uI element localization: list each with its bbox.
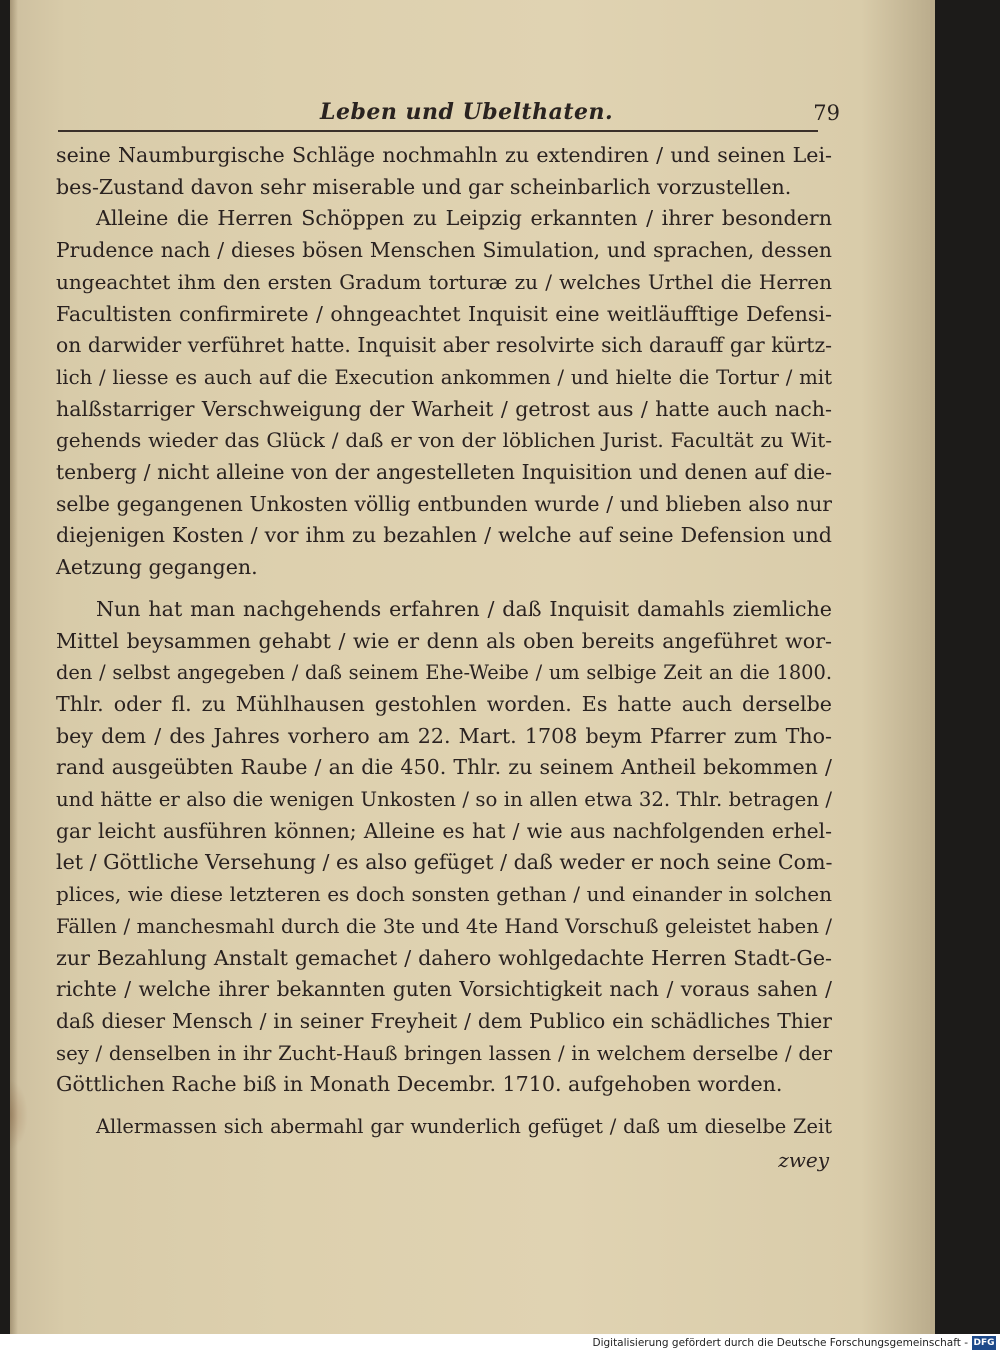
text-line: Alleine die Herren Schöppen zu Leipzig erkannten / ihrer besondern [96, 206, 832, 231]
funding-credit: Digitalisierung gefördert durch die Deutsche Forschungsgemeinschaft - [592, 1337, 968, 1349]
text-line: halßstarriger Verschweigung der Warheit / getrost aus / hatte auch nach- [56, 396, 832, 421]
text-line: plices, wie diese letzteren es doch sonsten gethan / und einander in solchen [56, 882, 832, 907]
text-line: Prudence nach / dieses bösen Menschen Simulation, und sprachen, dessen [56, 238, 832, 263]
text-line: sey / denselben in ihr Zucht-Hauß bringen lassen / in welchem derselbe / der [56, 1041, 832, 1065]
text-line: Mittel beysammen gehabt / wie er denn als oben bereits angeführet wor- [56, 628, 832, 653]
body-text [56, 140, 832, 1143]
text-line: on darwider verführet hatte. Inquisit aber resolvirte sich darauff gar kürtz- [56, 333, 832, 358]
text-line: daß dieser Mensch / in seiner Freyheit / dem Publico ein schädliches Thier [56, 1008, 832, 1033]
header-rule [58, 130, 818, 132]
paper-stain [10, 1080, 28, 1150]
text-line: gar leicht ausführen können; Alleine es hat / wie aus nachfolgenden erhel- [56, 818, 832, 843]
text-line: Nun hat man nachgehends erfahren / daß Inquisit damahls ziemliche [96, 596, 832, 621]
paragraph-2 [56, 203, 832, 583]
digitization-footer [0, 1334, 1000, 1354]
text-line: zur Bezahlung Anstalt gemachet / dahero wohlgedachte Herren Stadt-Ge- [56, 945, 832, 970]
paragraph-4 [56, 1111, 832, 1143]
running-head [50, 95, 840, 135]
text-line: Facultisten confirmirete / ohngeachtet Inquisit eine weitläufftige Defensi- [56, 301, 832, 326]
text-line: gehends wieder das Glück / daß er von der löblichen Jurist. Facultät zu Wit- [56, 428, 832, 453]
text-line: ungeachtet ihm den ersten Gradum torturæ zu / welches Urthel die Herren [56, 269, 832, 294]
text-line: tenberg / nicht alleine von der angestelleten Inquisition und denen auf die- [56, 460, 832, 485]
text-line: Aetzung gegangen. [56, 555, 258, 580]
text-line: richte / welche ihrer bekannten guten Vorsichtigkeit nach / voraus sahen / [56, 977, 832, 1002]
text-line: rand ausgeübten Raube / an die 450. Thlr. zu seinem Antheil bekommen / [56, 755, 832, 780]
book-page [10, 0, 935, 1334]
running-title: Leben und Ubelthaten. [320, 99, 614, 125]
text-line: Göttlichen Rache biß in Monath Decembr. 1710. aufgehoben worden. [56, 1072, 783, 1097]
text-line: Fällen / manchesmahl durch die 3te und 4te Hand Vorschuß geleistet haben / [56, 914, 832, 938]
text-line: den / selbst angegeben / daß seinem Ehe-Weibe / um selbige Zeit an die 1800. [56, 661, 832, 685]
text-line: und hätte er also die wenigen Unkosten / so in allen etwa 32. Thlr. betragen / [56, 788, 832, 812]
dfg-logo: DFG [973, 1338, 995, 1348]
text-line: bes-Zustand davon sehr miserable und gar scheinbarlich vorzustellen. [56, 174, 792, 199]
paragraph-3 [56, 594, 832, 1101]
page-number: 79 [813, 101, 840, 125]
text-line: bey dem / des Jahres vorhero am 22. Mart. 1708 beym Pfarrer zum Tho- [56, 723, 832, 748]
text-line: let / Göttliche Versehung / es also gefüget / daß weder er noch seine Com- [56, 850, 833, 875]
text-line: seine Naumburgische Schläge nochmahln zu extendiren / und seinen Lei- [56, 143, 832, 167]
catchword: zwey [778, 1148, 829, 1172]
text-line: diejenigen Kosten / vor ihm zu bezahlen / welche auf seine Defension und [56, 523, 832, 548]
text-line: Allermassen sich abermahl gar wunderlich gefüget / daß um dieselbe Zeit [96, 1115, 832, 1139]
text-line: Thlr. oder fl. zu Mühlhausen gestohlen worden. Es hatte auch derselbe [56, 691, 832, 716]
text-line: lich / liesse es auch auf die Execution ankommen / und hielte die Tortur / mit [56, 365, 832, 389]
text-line: selbe gegangenen Unkosten völlig entbunden wurde / und blieben also nur [56, 491, 832, 516]
paragraph-1 [56, 140, 832, 203]
